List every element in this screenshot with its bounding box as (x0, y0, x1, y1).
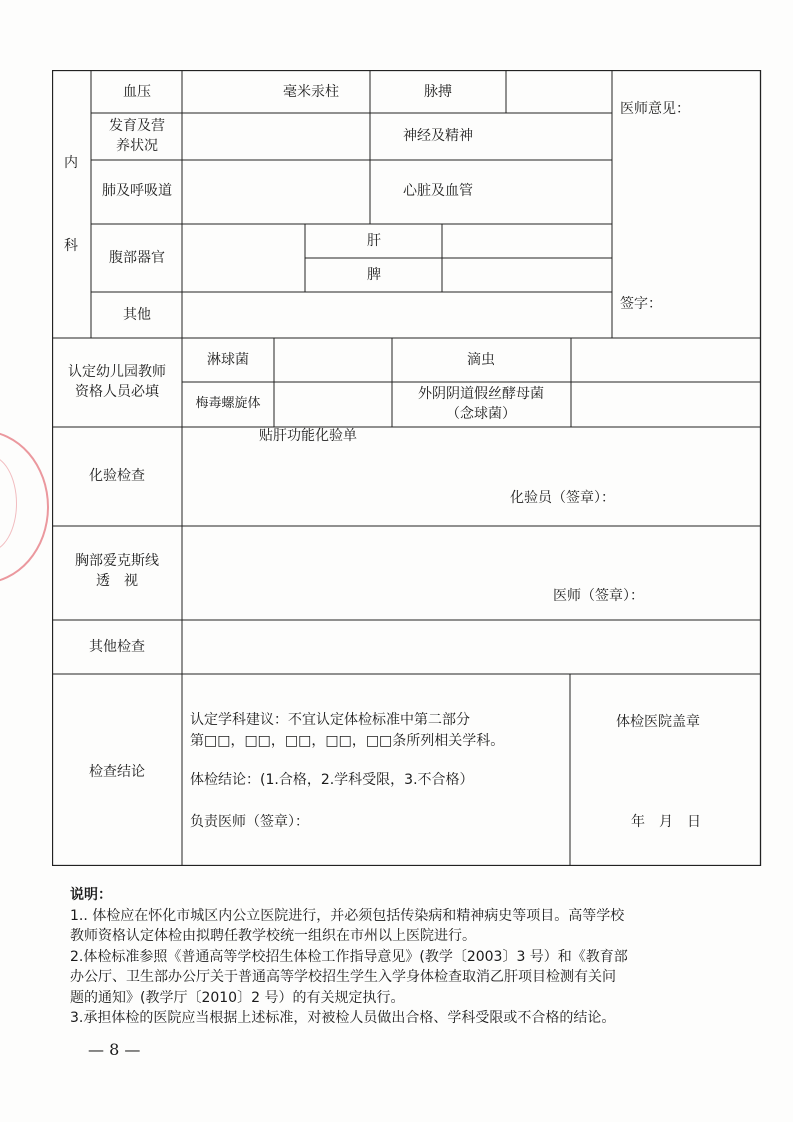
date-label: 年 月 日 (631, 814, 701, 830)
xray-label-line1: 胸部爱克斯线 (75, 553, 159, 569)
syphilis-label: 梅毒螺旋体 (195, 396, 261, 411)
candida-label-line1: 外阴阴道假丝酵母菌 (418, 386, 544, 402)
development-label-line1: 发育及营 (109, 118, 165, 134)
hospital-stamp-label: 体检医院盖章 (616, 714, 700, 730)
lungs-label: 肺及呼吸道 (102, 183, 172, 199)
blood-pressure-label: 血压 (123, 84, 151, 100)
blood-pressure-unit: 毫米汞柱 (283, 84, 339, 100)
notes-line: 3.承担体检的医院应当根据上述标准，对被检人员做出合格、学科受限或不合格的结论。 (70, 1010, 616, 1026)
notes-line: 2.体检标准参照《普通高等学校招生体检工作指导意见》(教学〔2003〕3 号）和《教育部 (70, 948, 628, 965)
notes-line: 办公厅、卫生部办公厅关于普通高等学校招生学生入学身体检查取消乙肝项目检测有关问 (70, 969, 616, 985)
other-exam-label: 其他检查 (89, 639, 145, 655)
lab-signer-label: 化验员（签章）： (510, 490, 615, 506)
doctor-opinion-label: 医师意见： (620, 101, 690, 117)
internal-section-label-part2: 科 (64, 238, 78, 254)
other-internal-label: 其他 (123, 307, 151, 323)
spleen-label: 脾 (367, 267, 381, 283)
exam-result-line: 体检结论：(1.合格，2.学科受限，3.不合格） (190, 772, 474, 788)
page-number: — 8 — (88, 1040, 141, 1059)
internal-section-label-part1: 内 (64, 155, 78, 171)
liver-label: 肝 (367, 233, 381, 249)
neuro-label: 神经及精神 (403, 128, 473, 144)
xray-signer-label: 医师（签章）： (553, 588, 644, 604)
lab-exam-label: 化验检查 (89, 468, 145, 484)
gonococcus-label: 淋球菌 (207, 352, 249, 368)
conclusion-label: 检查结论 (89, 764, 145, 780)
xray-label-line2: 透 视 (96, 573, 138, 589)
notes-line: 题的通知》(教学厅〔2010〕2 号）的有关规定执行。 (70, 989, 405, 1006)
development-label-line2: 养状况 (116, 138, 158, 154)
kindergarten-label-line2: 资格人员必填 (75, 384, 159, 400)
notes-section (70, 885, 770, 1029)
subject-suggestion-line2: 第□□，□□，□□，□□，□□条所列相关学科。 (190, 733, 505, 749)
trichomonas-label: 滴虫 (467, 352, 495, 368)
kindergarten-label-line1: 认定幼儿园教师 (68, 364, 166, 380)
notes-line: 1.. 体检应在怀化市城区内公立医院进行，并必须包括传染病和精神病史等项目。高等学校 (70, 907, 625, 924)
abdomen-label: 腹部器官 (109, 250, 165, 266)
lab-attach-note: 贴肝功能化验单 (259, 428, 357, 444)
candida-label-line2: （念球菌） (446, 406, 516, 422)
pulse-label: 脉搏 (424, 84, 452, 100)
medical-exam-form-table (52, 70, 791, 866)
internal-signature-label: 签字： (620, 296, 662, 312)
subject-suggestion-line1: 认定学科建议：不宜认定体检标准中第二部分 (190, 712, 470, 728)
notes-line: 教师资格认定体检由拟聘任教学校统一组织在市州以上医院进行。 (70, 928, 476, 944)
heart-label: 心脏及血管 (403, 183, 473, 199)
responsible-doctor-label: 负责医师（签章）： (190, 814, 309, 830)
notes-title: 说明： (70, 887, 112, 903)
